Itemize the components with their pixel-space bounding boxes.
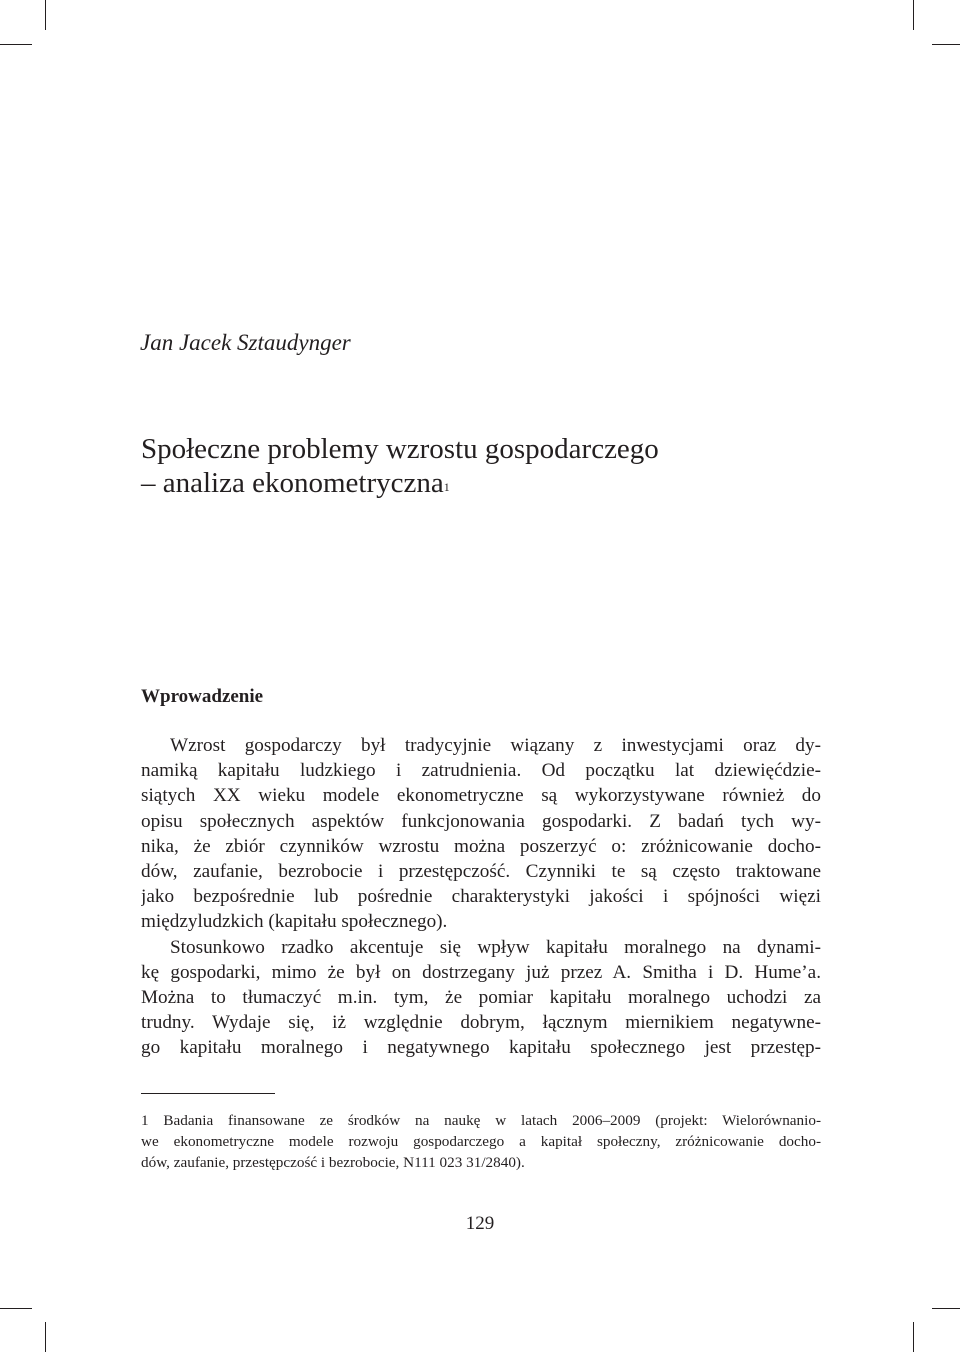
footnote-separator <box>141 1093 275 1094</box>
crop-mark-top-right-h <box>932 44 960 45</box>
body-line: go kapitału moralnego i negatywnego kapitału społecznego jest przestęp- <box>141 1037 821 1059</box>
crop-mark-bottom-right <box>913 1322 914 1352</box>
crop-mark-top-left-h <box>0 44 32 45</box>
body-line: Można to tłumaczyć m.in. tym, że pomiar kapitału moralnego uchodzi za <box>141 986 821 1008</box>
footnote-line-1 <box>141 1110 821 1131</box>
body-line: opisu społecznych aspektów funkcjonowania gospodarki. Z badań tych wy- <box>141 810 821 832</box>
title-line-2 <box>141 466 659 500</box>
section-heading: Wprowadzenie <box>141 686 264 707</box>
title-line-2-text: – analiza ekonometryczna <box>141 467 444 499</box>
body-line: trudny. Wydaje się, iż względnie dobrym, łącznym miernikiem negatywne- <box>141 1012 821 1034</box>
body-line: siątych XX wieku modele ekonometryczne są wykorzystywane również do <box>141 785 821 807</box>
author-name: Jan Jacek Sztaudynger <box>140 330 351 355</box>
body-text <box>141 733 821 1060</box>
footnote <box>141 1110 821 1173</box>
body-line: kę gospodarki, mimo że był on dostrzegany już przez A. Smitha i D. Hume’a. <box>141 961 821 983</box>
page-number: 129 <box>465 1213 495 1234</box>
body-line: Stosunkowo rzadko akcentuje się wpływ kapitału moralnego na dynami- <box>170 936 821 958</box>
crop-mark-bottom-left <box>45 1322 46 1352</box>
title-footnote-ref: 1 <box>443 480 450 494</box>
footnote-number: 1 <box>141 1112 149 1129</box>
footnote-line-text: Badania finansowane ze środków na naukę w latach 2006–2009 (projekt: Wielorównanio- <box>163 1112 821 1129</box>
crop-mark-bottom-left-h <box>0 1308 32 1309</box>
body-line: międzyludzkich (kapitału społecznego). <box>141 911 448 933</box>
body-line: nika, że zbiór czynników wzrostu można poszerzyć o: zróżnicowanie docho- <box>141 835 821 857</box>
crop-mark-bottom-right-h <box>932 1308 960 1309</box>
article-title <box>141 432 659 500</box>
crop-mark-top-right <box>913 0 914 30</box>
body-line: jako bezpośrednie lub pośrednie charakterystyki jakości i spójności więzi <box>141 886 821 908</box>
title-line-1: Społeczne problemy wzrostu gospodarczego <box>141 433 659 465</box>
footnote-line-2: we ekonometryczne modele rozwoju gospodarczego a kapitał społeczny, zróżnicowanie docho- <box>141 1133 821 1150</box>
crop-mark-top-left <box>45 0 46 30</box>
body-line: namiką kapitału ludzkiego i zatrudnienia. Od początku lat dziewięćdzie- <box>141 760 821 782</box>
body-line: dów, zaufanie, bezrobocie i przestępczość. Czynniki te są często traktowane <box>141 860 821 882</box>
body-line: Wzrost gospodarczy był tradycyjnie wiązany z inwestycjami oraz dy- <box>170 735 821 756</box>
footnote-line-3: dów, zaufanie, przestępczość i bezrobocie, N111 023 31/2840). <box>141 1154 525 1171</box>
